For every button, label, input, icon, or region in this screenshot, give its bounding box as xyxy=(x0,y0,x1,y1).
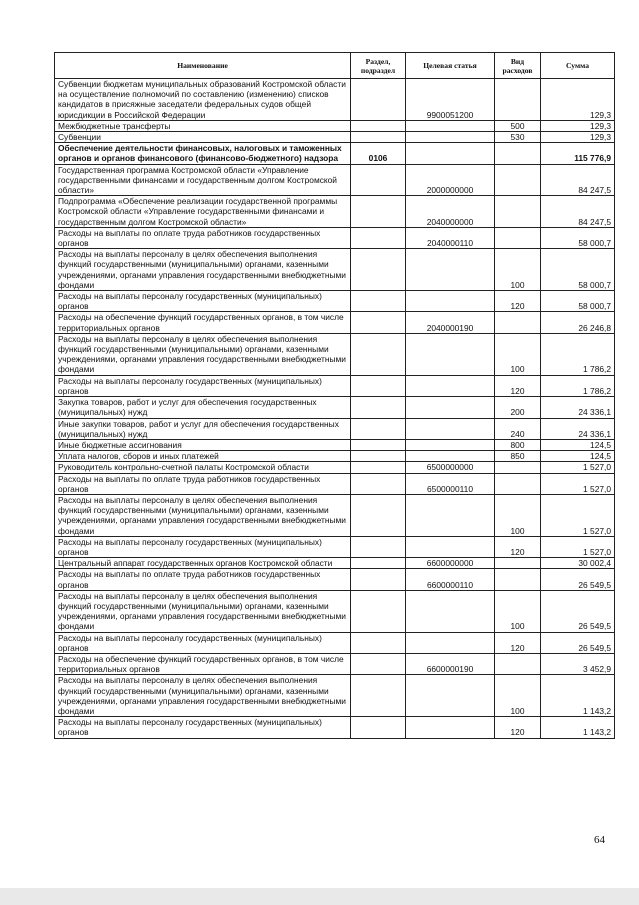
cell-name: Расходы на выплаты персоналу в целях обеспечения выполнения функций государственными (муниципальными) органами, казенными учреждениями, органами управления государственными внебюджетными фондами xyxy=(55,333,351,375)
table-row xyxy=(55,536,615,557)
table-row xyxy=(55,558,615,569)
cell-celevaya: 6600000000 xyxy=(406,558,495,569)
cell-name: Расходы на выплаты персоналу в целях обеспечения выполнения функций государственными (муниципальными) органами, казенными учреждениями, органами управления государственными внебюджетными фондами xyxy=(55,675,351,717)
cell-razdel xyxy=(351,79,406,121)
cell-name: Расходы на выплаты по оплате труда работников государственных органов xyxy=(55,227,351,248)
cell-celevaya: 6500000000 xyxy=(406,462,495,473)
cell-name: Центральный аппарат государственных органов Костромской области xyxy=(55,558,351,569)
table-row xyxy=(55,120,615,131)
cell-celevaya xyxy=(406,249,495,291)
table-row xyxy=(55,439,615,450)
table-row xyxy=(55,143,615,164)
cell-summa: 129,3 xyxy=(541,120,615,131)
cell-vid xyxy=(495,196,541,228)
cell-vid: 530 xyxy=(495,132,541,143)
table-row xyxy=(55,590,615,632)
cell-summa: 1 527,0 xyxy=(541,494,615,536)
cell-vid: 100 xyxy=(495,494,541,536)
cell-razdel xyxy=(351,132,406,143)
cell-vid xyxy=(495,79,541,121)
cell-celevaya xyxy=(406,451,495,462)
cell-summa: 1 143,2 xyxy=(541,717,615,738)
table-row xyxy=(55,227,615,248)
cell-vid xyxy=(495,462,541,473)
cell-summa: 3 452,9 xyxy=(541,653,615,674)
cell-summa: 124,5 xyxy=(541,451,615,462)
scan-bottom-edge xyxy=(0,888,639,905)
cell-summa: 26 549,5 xyxy=(541,632,615,653)
table-row xyxy=(55,375,615,396)
cell-celevaya: 2040000000 xyxy=(406,196,495,228)
cell-summa: 129,3 xyxy=(541,132,615,143)
cell-summa: 24 336,1 xyxy=(541,397,615,418)
cell-summa: 84 247,5 xyxy=(541,164,615,196)
page-number: 64 xyxy=(594,834,605,846)
cell-celevaya: 6600000190 xyxy=(406,653,495,674)
cell-razdel xyxy=(351,451,406,462)
cell-celevaya xyxy=(406,494,495,536)
header-name: Наименование xyxy=(55,53,351,79)
cell-celevaya: 9900051200 xyxy=(406,79,495,121)
cell-summa: 84 247,5 xyxy=(541,196,615,228)
table-row xyxy=(55,569,615,590)
table-row xyxy=(55,249,615,291)
cell-celevaya xyxy=(406,375,495,396)
cell-razdel xyxy=(351,462,406,473)
cell-razdel xyxy=(351,439,406,450)
cell-razdel xyxy=(351,717,406,738)
cell-razdel xyxy=(351,164,406,196)
cell-name: Субвенции бюджетам муниципальных образований Костромской области на осуществление полномочий по составлению (изменению) списков кандидатов в присяжные заседатели федеральных судов общей юрисдикции в Российской Федерации xyxy=(55,79,351,121)
table-row xyxy=(55,451,615,462)
cell-razdel xyxy=(351,249,406,291)
cell-vid: 100 xyxy=(495,590,541,632)
cell-celevaya xyxy=(406,132,495,143)
cell-summa: 58 000,7 xyxy=(541,291,615,312)
table-row xyxy=(55,675,615,717)
cell-name: Расходы на выплаты персоналу в целях обеспечения выполнения функций государственными (муниципальными) органами, казенными учреждениями, органами управления государственными внебюджетными фондами xyxy=(55,590,351,632)
cell-name: Руководитель контрольно-счетной палаты Костромской области xyxy=(55,462,351,473)
cell-vid: 200 xyxy=(495,397,541,418)
header-razdel: Раздел, подраздел xyxy=(351,53,406,79)
cell-celevaya xyxy=(406,675,495,717)
cell-vid: 100 xyxy=(495,249,541,291)
cell-razdel xyxy=(351,675,406,717)
cell-name: Расходы на выплаты персоналу государственных (муниципальных) органов xyxy=(55,632,351,653)
table-row xyxy=(55,494,615,536)
table-row xyxy=(55,473,615,494)
cell-summa: 129,3 xyxy=(541,79,615,121)
cell-vid: 240 xyxy=(495,418,541,439)
cell-celevaya xyxy=(406,632,495,653)
table-row xyxy=(55,291,615,312)
cell-razdel xyxy=(351,333,406,375)
budget-table xyxy=(54,52,615,739)
cell-celevaya: 6600000110 xyxy=(406,569,495,590)
cell-summa: 26 549,5 xyxy=(541,569,615,590)
table-row xyxy=(55,418,615,439)
cell-name: Расходы на выплаты по оплате труда работников государственных органов xyxy=(55,473,351,494)
cell-celevaya xyxy=(406,439,495,450)
cell-razdel xyxy=(351,227,406,248)
cell-razdel xyxy=(351,418,406,439)
cell-name: Субвенции xyxy=(55,132,351,143)
header-vid: Вид расходов xyxy=(495,53,541,79)
cell-vid: 100 xyxy=(495,333,541,375)
cell-summa: 58 000,7 xyxy=(541,249,615,291)
cell-summa: 24 336,1 xyxy=(541,418,615,439)
cell-summa: 1 786,2 xyxy=(541,375,615,396)
table-row xyxy=(55,132,615,143)
table-row xyxy=(55,462,615,473)
cell-celevaya xyxy=(406,333,495,375)
cell-celevaya xyxy=(406,120,495,131)
table-row xyxy=(55,79,615,121)
cell-summa: 1 527,0 xyxy=(541,473,615,494)
cell-razdel xyxy=(351,632,406,653)
table-row xyxy=(55,653,615,674)
cell-razdel xyxy=(351,494,406,536)
cell-vid: 120 xyxy=(495,717,541,738)
cell-summa: 115 776,9 xyxy=(541,143,615,164)
cell-vid: 120 xyxy=(495,375,541,396)
cell-vid: 120 xyxy=(495,536,541,557)
table-row xyxy=(55,333,615,375)
cell-celevaya xyxy=(406,143,495,164)
cell-name: Расходы на выплаты персоналу государственных (муниципальных) органов xyxy=(55,536,351,557)
cell-name: Расходы на обеспечение функций государственных органов, в том числе территориальных органов xyxy=(55,653,351,674)
cell-vid: 120 xyxy=(495,291,541,312)
cell-razdel xyxy=(351,536,406,557)
cell-name: Иные бюджетные ассигнования xyxy=(55,439,351,450)
cell-name: Обеспечение деятельности финансовых, налоговых и таможенных органов и органов финансового (финансово-бюджетного) надзора xyxy=(55,143,351,164)
cell-celevaya xyxy=(406,590,495,632)
cell-celevaya xyxy=(406,418,495,439)
table-row xyxy=(55,632,615,653)
cell-vid xyxy=(495,227,541,248)
cell-razdel xyxy=(351,312,406,333)
cell-vid xyxy=(495,569,541,590)
cell-razdel xyxy=(351,120,406,131)
cell-vid: 850 xyxy=(495,451,541,462)
table-header-row xyxy=(55,53,615,79)
cell-summa: 30 002,4 xyxy=(541,558,615,569)
table-body xyxy=(55,79,615,739)
cell-razdel xyxy=(351,473,406,494)
cell-summa: 1 527,0 xyxy=(541,462,615,473)
cell-vid: 100 xyxy=(495,675,541,717)
cell-summa: 26 549,5 xyxy=(541,590,615,632)
cell-celevaya xyxy=(406,536,495,557)
cell-name: Расходы на выплаты персоналу государственных (муниципальных) органов xyxy=(55,717,351,738)
cell-celevaya xyxy=(406,717,495,738)
cell-name: Расходы на выплаты персоналу государственных (муниципальных) органов xyxy=(55,291,351,312)
cell-razdel xyxy=(351,397,406,418)
cell-name: Межбюджетные трансферты xyxy=(55,120,351,131)
cell-celevaya: 2000000000 xyxy=(406,164,495,196)
cell-name: Расходы на выплаты персоналу государственных (муниципальных) органов xyxy=(55,375,351,396)
table-row xyxy=(55,397,615,418)
table-row xyxy=(55,312,615,333)
cell-name: Подпрограмма «Обеспечение реализации государственной программы Костромской области «Управление государственными финансами и государственным долгом Костромской области» xyxy=(55,196,351,228)
cell-vid xyxy=(495,473,541,494)
cell-razdel: 0106 xyxy=(351,143,406,164)
cell-celevaya xyxy=(406,291,495,312)
cell-summa: 1 527,0 xyxy=(541,536,615,557)
cell-celevaya: 2040000110 xyxy=(406,227,495,248)
header-celevaya: Целевая статья xyxy=(406,53,495,79)
cell-name: Государственная программа Костромской области «Управление государственными финансами и государственным долгом Костромской области» xyxy=(55,164,351,196)
cell-razdel xyxy=(351,291,406,312)
cell-name: Расходы на выплаты по оплате труда работников государственных органов xyxy=(55,569,351,590)
cell-razdel xyxy=(351,375,406,396)
cell-razdel xyxy=(351,653,406,674)
cell-name: Расходы на выплаты персоналу в целях обеспечения выполнения функций государственными (муниципальными) органами, казенными учреждениями, органами управления государственными внебюджетными фондами xyxy=(55,494,351,536)
cell-vid xyxy=(495,558,541,569)
cell-vid: 800 xyxy=(495,439,541,450)
cell-summa: 26 246,8 xyxy=(541,312,615,333)
cell-name: Закупка товаров, работ и услуг для обеспечения государственных (муниципальных) нужд xyxy=(55,397,351,418)
cell-vid: 500 xyxy=(495,120,541,131)
cell-celevaya xyxy=(406,397,495,418)
cell-name: Уплата налогов, сборов и иных платежей xyxy=(55,451,351,462)
cell-name: Иные закупки товаров, работ и услуг для обеспечения государственных (муниципальных) нужд xyxy=(55,418,351,439)
cell-summa: 124,5 xyxy=(541,439,615,450)
table-row xyxy=(55,164,615,196)
cell-summa: 1 143,2 xyxy=(541,675,615,717)
cell-celevaya: 6500000110 xyxy=(406,473,495,494)
cell-razdel xyxy=(351,196,406,228)
cell-razdel xyxy=(351,558,406,569)
cell-razdel xyxy=(351,569,406,590)
cell-vid xyxy=(495,143,541,164)
table-row xyxy=(55,717,615,738)
cell-razdel xyxy=(351,590,406,632)
cell-vid xyxy=(495,312,541,333)
cell-vid: 120 xyxy=(495,632,541,653)
cell-celevaya: 2040000190 xyxy=(406,312,495,333)
header-summa: Сумма xyxy=(541,53,615,79)
cell-name: Расходы на обеспечение функций государственных органов, в том числе территориальных органов xyxy=(55,312,351,333)
cell-summa: 1 786,2 xyxy=(541,333,615,375)
cell-vid xyxy=(495,164,541,196)
table-row xyxy=(55,196,615,228)
cell-name: Расходы на выплаты персоналу в целях обеспечения выполнения функций государственными (муниципальными) органами, казенными учреждениями, органами управления государственными внебюджетными фондами xyxy=(55,249,351,291)
cell-vid xyxy=(495,653,541,674)
cell-summa: 58 000,7 xyxy=(541,227,615,248)
